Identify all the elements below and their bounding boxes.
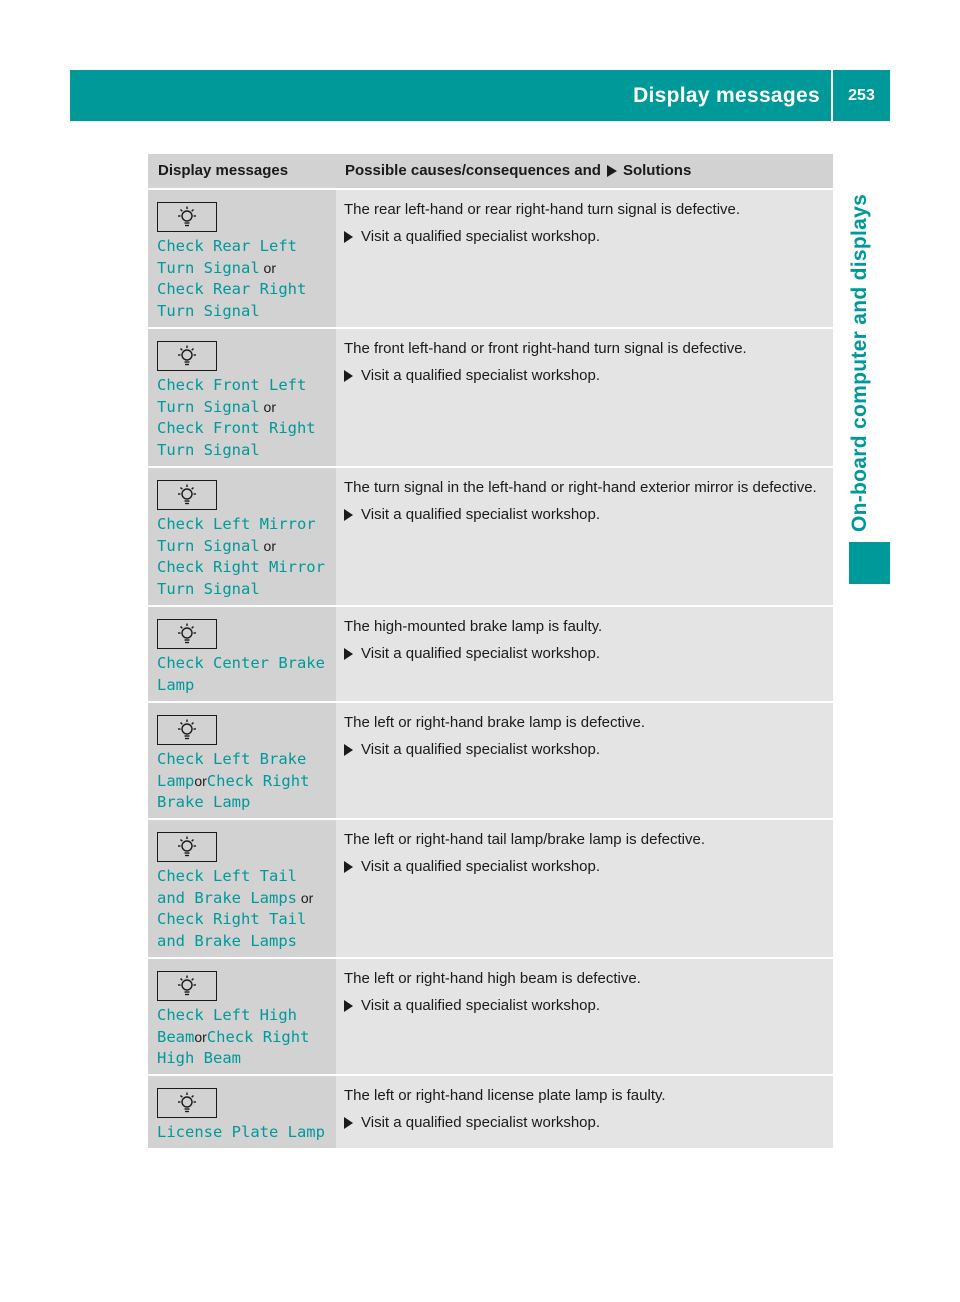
message-cell bbox=[148, 959, 336, 1074]
message-line bbox=[157, 909, 336, 931]
solution-cell bbox=[336, 190, 833, 327]
action-step bbox=[344, 995, 823, 1016]
display-message-text bbox=[157, 1005, 336, 1070]
message-line bbox=[157, 514, 336, 536]
message-line bbox=[157, 675, 336, 697]
or-connector: or bbox=[259, 398, 276, 415]
message-segment: Check Center Brake bbox=[157, 654, 325, 672]
action-step bbox=[344, 504, 823, 525]
message-line bbox=[157, 258, 336, 280]
message-line bbox=[157, 931, 336, 953]
message-line bbox=[157, 1027, 336, 1049]
action-text: Visit a qualified specialist workshop. bbox=[361, 645, 601, 662]
action-step bbox=[344, 739, 823, 760]
message-line bbox=[157, 866, 336, 888]
display-message-text bbox=[157, 866, 336, 952]
column-header-causes bbox=[336, 154, 833, 188]
or-connector: or bbox=[259, 537, 276, 554]
solution-cell bbox=[336, 329, 833, 466]
arrow-right-icon bbox=[344, 648, 353, 660]
arrow-right-icon bbox=[344, 861, 353, 873]
cause-text: The high-mounted brake lamp is faulty. bbox=[344, 618, 603, 635]
table-row bbox=[148, 1076, 833, 1150]
section-tab-marker bbox=[849, 542, 890, 584]
message-line bbox=[157, 771, 336, 793]
lamp-icon bbox=[157, 715, 217, 745]
action-step bbox=[344, 365, 823, 386]
display-message-text bbox=[157, 236, 336, 322]
display-message-text bbox=[157, 375, 336, 461]
table-header bbox=[148, 154, 833, 190]
message-line bbox=[157, 579, 336, 601]
message-segment: High Beam bbox=[157, 1049, 241, 1067]
arrow-right-icon bbox=[344, 744, 353, 756]
cause-text: The left or right-hand high beam is defective. bbox=[344, 970, 641, 987]
message-line bbox=[157, 792, 336, 814]
message-line bbox=[157, 1048, 336, 1070]
header-bar bbox=[70, 70, 890, 121]
message-line bbox=[157, 375, 336, 397]
action-step bbox=[344, 643, 823, 664]
message-line bbox=[157, 440, 336, 462]
cause-text: The front left-hand or front right-hand turn signal is defective. bbox=[344, 340, 747, 357]
message-line bbox=[157, 1005, 336, 1027]
message-segment: Check Rear Right bbox=[157, 280, 307, 298]
message-segment: Lamp bbox=[157, 675, 195, 694]
message-segment: Turn Signal bbox=[157, 536, 260, 555]
message-segment: Check Left Mirror bbox=[157, 515, 316, 533]
message-line bbox=[157, 749, 336, 771]
column-header-messages: Display messages bbox=[158, 162, 289, 179]
display-messages-table bbox=[148, 154, 833, 1150]
message-cell bbox=[148, 329, 336, 466]
message-segment: Check Front Left bbox=[157, 376, 307, 394]
message-segment: Check Right Mirror bbox=[157, 558, 325, 576]
lamp-icon bbox=[157, 1088, 217, 1118]
message-segment: License Plate Lamp bbox=[157, 1123, 325, 1141]
column-header-solutions-text: Solutions bbox=[622, 162, 692, 179]
table-row bbox=[148, 190, 833, 329]
page-number: 253 bbox=[848, 87, 875, 104]
table-row bbox=[148, 468, 833, 607]
action-step bbox=[344, 226, 823, 247]
message-segment: Check Right Tail bbox=[157, 910, 307, 928]
or-connector: or bbox=[194, 772, 207, 789]
message-segment: Check Left Tail bbox=[157, 867, 297, 885]
message-line bbox=[157, 418, 336, 440]
message-cell bbox=[148, 820, 336, 957]
column-header-causes-text: Possible causes/consequences and bbox=[345, 162, 601, 179]
message-segment: Check Front Right bbox=[157, 419, 316, 437]
message-cell bbox=[148, 468, 336, 605]
message-segment: Lamp bbox=[157, 771, 195, 790]
cause-text: The left or right-hand license plate lamp is faulty. bbox=[344, 1087, 666, 1104]
message-segment: Check Right bbox=[206, 771, 310, 790]
table-row bbox=[148, 329, 833, 468]
solution-cell bbox=[336, 820, 833, 957]
action-step bbox=[344, 1112, 823, 1133]
message-segment: Check Right bbox=[206, 1027, 310, 1046]
display-message-text bbox=[157, 653, 336, 696]
message-segment: and Brake Lamps bbox=[157, 888, 297, 907]
page-title: Display messages bbox=[633, 70, 833, 121]
message-cell bbox=[148, 1076, 336, 1148]
message-line bbox=[157, 397, 336, 419]
or-connector: or bbox=[296, 889, 314, 906]
solution-cell bbox=[336, 1076, 833, 1148]
action-text: Visit a qualified specialist workshop. bbox=[361, 997, 601, 1014]
message-segment: Beam bbox=[157, 1027, 195, 1046]
action-text: Visit a qualified specialist workshop. bbox=[361, 506, 601, 523]
arrow-right-icon bbox=[344, 1117, 353, 1129]
message-line bbox=[157, 1122, 336, 1144]
action-text: Visit a qualified specialist workshop. bbox=[361, 1114, 601, 1131]
message-segment: Check Left Brake bbox=[157, 750, 307, 768]
arrow-right-icon bbox=[344, 231, 353, 243]
message-segment: Turn Signal bbox=[157, 579, 260, 598]
message-line bbox=[157, 557, 336, 579]
lamp-icon bbox=[157, 480, 217, 510]
message-segment: Turn Signal bbox=[157, 258, 260, 277]
lamp-icon bbox=[157, 971, 217, 1001]
message-line bbox=[157, 888, 336, 910]
message-cell bbox=[148, 190, 336, 327]
cause-text: The left or right-hand brake lamp is defective. bbox=[344, 714, 645, 731]
action-text: Visit a qualified specialist workshop. bbox=[361, 367, 601, 384]
table-row bbox=[148, 607, 833, 703]
message-cell bbox=[148, 607, 336, 701]
or-connector: or bbox=[259, 259, 276, 276]
solution-cell bbox=[336, 959, 833, 1074]
cause-text: The turn signal in the left-hand or right-hand exterior mirror is defective. bbox=[344, 479, 817, 496]
action-step bbox=[344, 856, 823, 877]
lamp-icon bbox=[157, 202, 217, 232]
display-message-text bbox=[157, 1122, 336, 1144]
arrow-right-icon bbox=[344, 1000, 353, 1012]
table-row bbox=[148, 820, 833, 959]
or-connector: or bbox=[194, 1028, 207, 1045]
lamp-icon bbox=[157, 832, 217, 862]
message-segment: Turn Signal bbox=[157, 440, 260, 459]
arrow-right-icon bbox=[344, 509, 353, 521]
table-row bbox=[148, 959, 833, 1076]
message-line bbox=[157, 236, 336, 258]
solution-cell bbox=[336, 607, 833, 701]
action-text: Visit a qualified specialist workshop. bbox=[361, 741, 601, 758]
message-line bbox=[157, 279, 336, 301]
message-segment: Check Rear Left bbox=[157, 237, 297, 255]
cause-text: The left or right-hand tail lamp/brake lamp is defective. bbox=[344, 831, 706, 848]
message-segment: Brake Lamp bbox=[157, 793, 251, 811]
table-body bbox=[148, 190, 833, 1150]
table-row bbox=[148, 703, 833, 820]
message-segment: Turn Signal bbox=[157, 397, 260, 416]
message-line bbox=[157, 536, 336, 558]
message-segment: Turn Signal bbox=[157, 301, 260, 320]
arrow-right-icon bbox=[344, 370, 353, 382]
display-message-text bbox=[157, 514, 336, 600]
message-line bbox=[157, 653, 336, 675]
section-tab-label: On-board computer and displays bbox=[848, 193, 871, 532]
message-segment: Check Left High bbox=[157, 1006, 297, 1024]
action-text: Visit a qualified specialist workshop. bbox=[361, 228, 601, 245]
arrow-right-icon bbox=[607, 165, 617, 177]
cause-text: The rear left-hand or rear right-hand turn signal is defective. bbox=[344, 201, 741, 218]
message-cell bbox=[148, 703, 336, 818]
solution-cell bbox=[336, 468, 833, 605]
message-segment: and Brake Lamps bbox=[157, 931, 297, 950]
action-text: Visit a qualified specialist workshop. bbox=[361, 858, 601, 875]
lamp-icon bbox=[157, 619, 217, 649]
solution-cell bbox=[336, 703, 833, 818]
display-message-text bbox=[157, 749, 336, 814]
lamp-icon bbox=[157, 341, 217, 371]
message-line bbox=[157, 301, 336, 323]
